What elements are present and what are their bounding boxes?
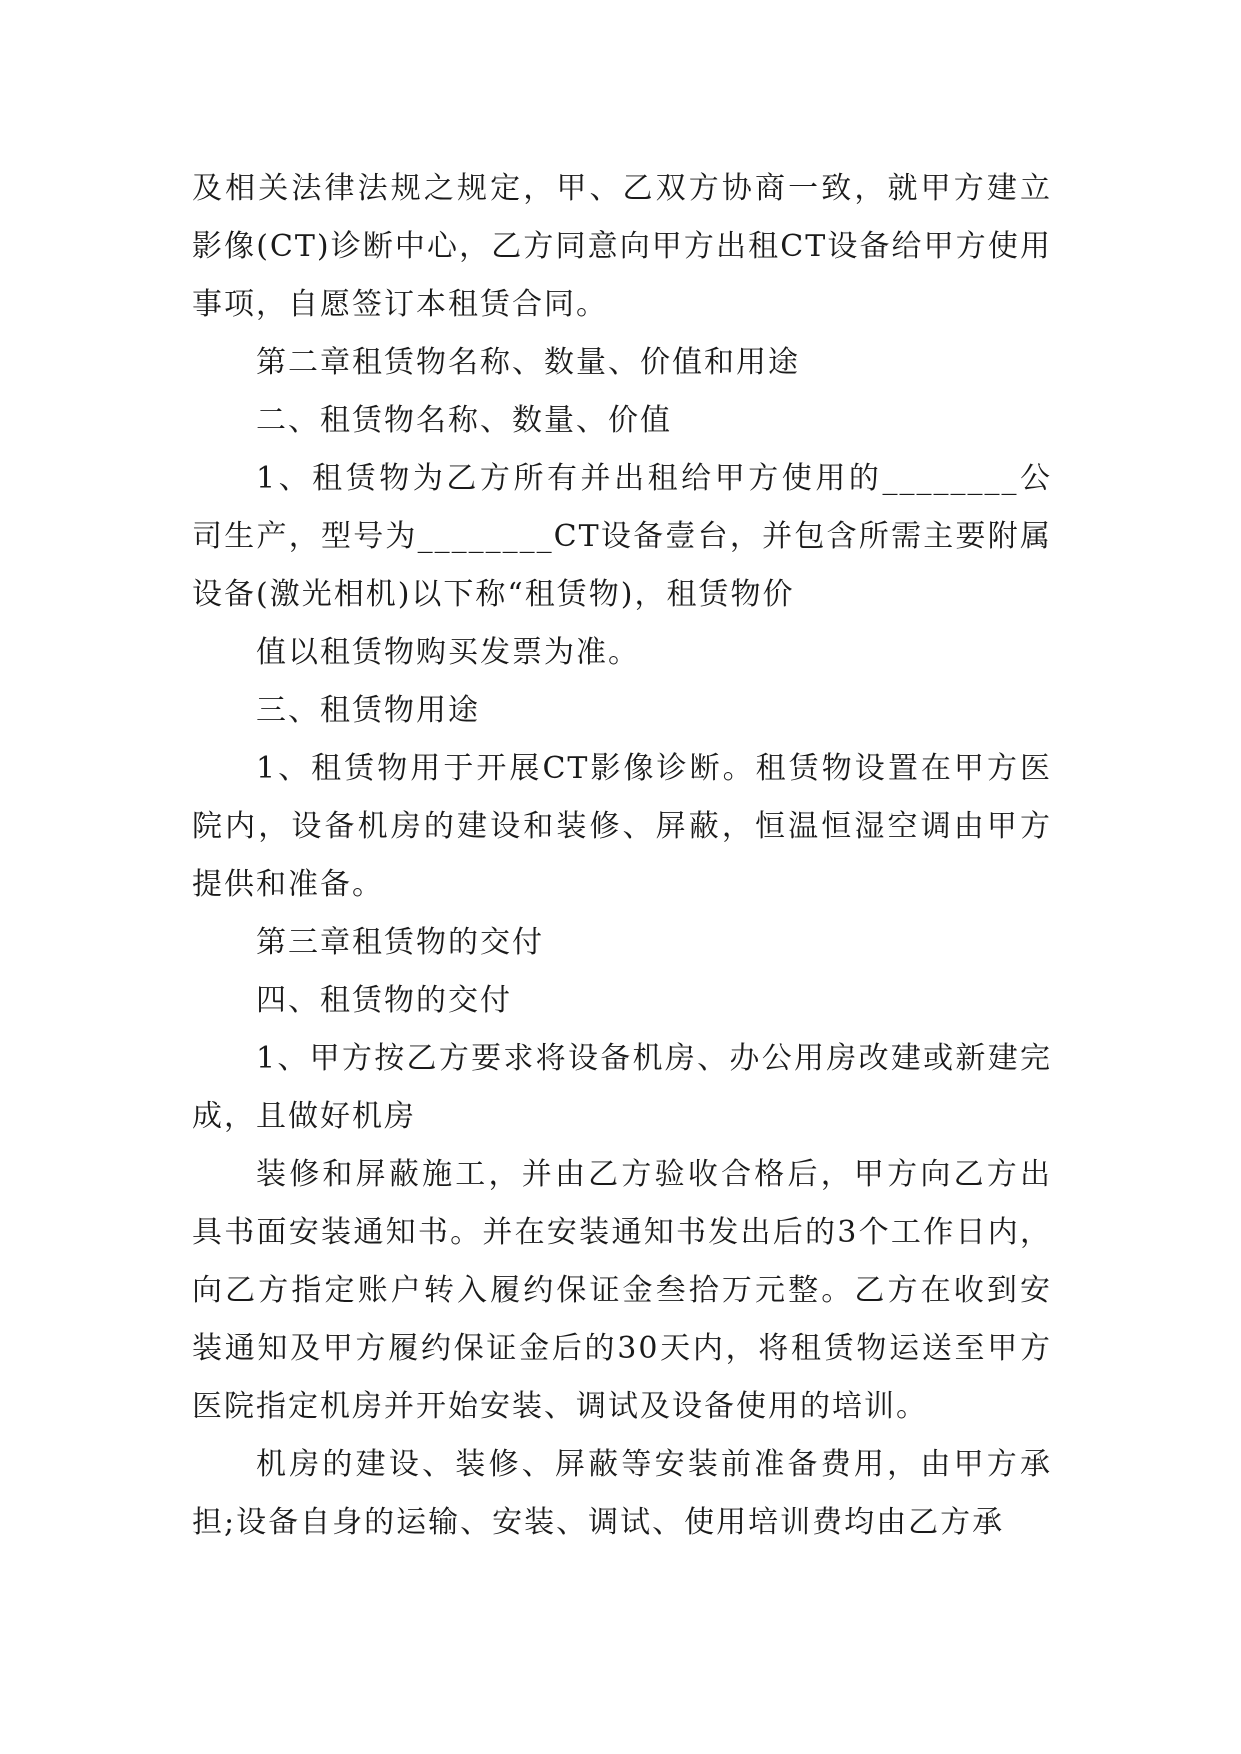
document-body <box>192 160 1052 1552</box>
section-heading: 三、租赁物用途 <box>256 693 480 728</box>
paragraph: 1、甲方按乙方要求将设备机房、办公用房改建或新建完成，且做好机房 <box>192 1041 1052 1134</box>
paragraph: 及相关法律法规之规定，甲、乙双方协商一致，就甲方建立影像(CT)诊断中心，乙方同意向甲方出租CT设备给甲方使用事项，自愿签订本租赁合同。 <box>192 171 1052 322</box>
chapter-heading: 第三章租赁物的交付 <box>256 925 544 960</box>
paragraph: 1、租赁物为乙方所有并出租给甲方使用的________公司生产，型号为________CT设备壹台，并包含所需主要附属设备(激光相机)以下称“租赁物)，租赁物价 <box>192 461 1052 612</box>
paragraph: 1、租赁物用于开展CT影像诊断。租赁物设置在甲方医院内，设备机房的建设和装修、屏蔽，恒温恒湿空调由甲方提供和准备。 <box>192 751 1052 902</box>
chapter-heading: 第二章租赁物名称、数量、价值和用途 <box>256 345 800 380</box>
section-heading: 二、租赁物名称、数量、价值 <box>256 403 672 438</box>
section-heading: 四、租赁物的交付 <box>256 983 512 1018</box>
paragraph: 机房的建设、装修、屏蔽等安装前准备费用，由甲方承担;设备自身的运输、安装、调试、使用培训费均由乙方承 <box>192 1447 1052 1540</box>
paragraph: 值以租赁物购买发票为准。 <box>256 635 640 670</box>
paragraph: 装修和屏蔽施工，并由乙方验收合格后，甲方向乙方出具书面安装通知书。并在安装通知书发出后的3个工作日内，向乙方指定账户转入履约保证金叁拾万元整。乙方在收到安装通知及甲方履约保证金后的30天内，将租赁物运送至甲方医院指定机房并开始安装、调试及设备使用的培训。 <box>192 1157 1052 1424</box>
